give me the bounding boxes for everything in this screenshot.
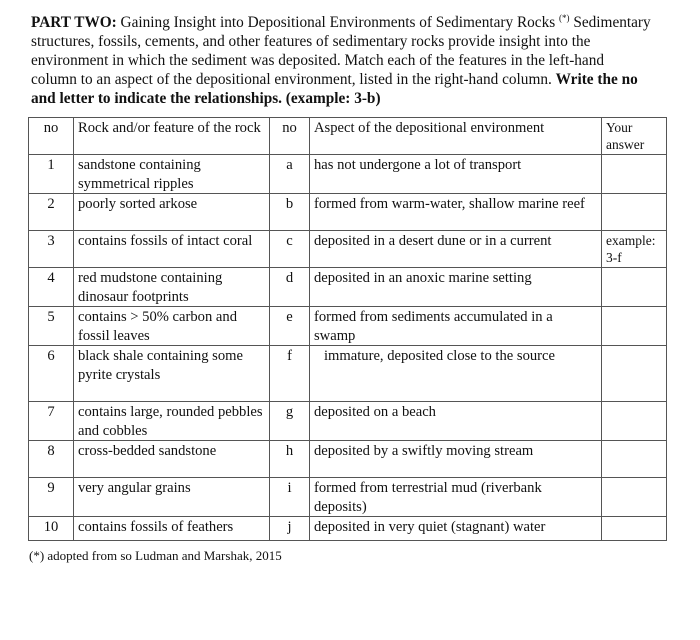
feature-text: sandstone containing symmetrical ripples bbox=[74, 155, 270, 194]
feature-text: black shale containing some pyrite crystals bbox=[74, 346, 270, 402]
feature-text: contains fossils of feathers bbox=[74, 517, 270, 541]
feature-text: contains large, rounded pebbles and cobbles bbox=[74, 402, 270, 441]
feature-number: 4 bbox=[29, 268, 74, 307]
aspect-text: formed from warm-water, shallow marine reef bbox=[310, 194, 602, 231]
header-answer: Your answer bbox=[602, 118, 667, 155]
feature-text: contains fossils of intact coral bbox=[74, 231, 270, 268]
table-row bbox=[29, 441, 667, 478]
feature-number: 3 bbox=[29, 231, 74, 268]
part-title: PART TWO: bbox=[31, 14, 117, 32]
header-aspect: Aspect of the depositional environment bbox=[310, 118, 602, 155]
aspect-letter: h bbox=[270, 441, 310, 478]
aspect-text: deposited in a desert dune or in a current bbox=[310, 231, 602, 268]
answer-cell[interactable] bbox=[602, 268, 667, 307]
table-row bbox=[29, 402, 667, 441]
table-row bbox=[29, 231, 667, 268]
feature-number: 1 bbox=[29, 155, 74, 194]
feature-text: contains > 50% carbon and fossil leaves bbox=[74, 307, 270, 346]
aspect-letter: i bbox=[270, 478, 310, 517]
feature-number: 5 bbox=[29, 307, 74, 346]
answer-cell[interactable] bbox=[602, 194, 667, 231]
footnote: (*) adopted from so Ludman and Marshak, 2015 bbox=[29, 548, 282, 563]
table-row bbox=[29, 478, 667, 517]
table-header-row bbox=[29, 118, 667, 155]
answer-cell[interactable]: example: 3-f bbox=[602, 231, 667, 268]
aspect-letter: a bbox=[270, 155, 310, 194]
table-row bbox=[29, 346, 667, 402]
feature-number: 9 bbox=[29, 478, 74, 517]
aspect-text: deposited in an anoxic marine setting bbox=[310, 268, 602, 307]
feature-number: 10 bbox=[29, 517, 74, 541]
aspect-letter: c bbox=[270, 231, 310, 268]
answer-cell[interactable] bbox=[602, 517, 667, 541]
feature-text: poorly sorted arkose bbox=[74, 194, 270, 231]
feature-number: 7 bbox=[29, 402, 74, 441]
aspect-letter: j bbox=[270, 517, 310, 541]
feature-text: cross-bedded sandstone bbox=[74, 441, 270, 478]
instructions-task: Write the no and letter to indicate the relationships. (example: 3-b) bbox=[31, 71, 638, 108]
feature-number: 2 bbox=[29, 194, 74, 231]
aspect-letter: b bbox=[270, 194, 310, 231]
table-row bbox=[29, 307, 667, 346]
table-row bbox=[29, 155, 667, 194]
matching-table bbox=[28, 117, 667, 541]
aspect-text: formed from terrestrial mud (riverbank deposits) bbox=[310, 478, 602, 517]
aspect-letter: d bbox=[270, 268, 310, 307]
feature-text: very angular grains bbox=[74, 478, 270, 517]
feature-text: red mudstone containing dinosaur footprints bbox=[74, 268, 270, 307]
feature-number: 6 bbox=[29, 346, 74, 402]
part-subtitle: Gaining Insight into Depositional Environments of Sedimentary Rocks bbox=[116, 14, 556, 32]
header-feature-no: no bbox=[29, 118, 74, 155]
aspect-letter: e bbox=[270, 307, 310, 346]
aspect-text: immature, deposited close to the source bbox=[310, 346, 602, 402]
answer-cell[interactable] bbox=[602, 402, 667, 441]
instructions-paragraph bbox=[31, 9, 651, 108]
aspect-text: formed from sediments accumulated in a swamp bbox=[310, 307, 602, 346]
answer-cell[interactable] bbox=[602, 346, 667, 402]
aspect-letter: g bbox=[270, 402, 310, 441]
instructions-body: Sedimentary structures, fossils, cements, and other features of sedimentary rocks provide insight into the environment in which the sediment was deposited. Match each of the features in the left-hand column to an aspect of the depositional environment, listed in the right-hand column. bbox=[31, 14, 651, 89]
header-letter: no bbox=[270, 118, 310, 155]
header-feature: Rock and/or feature of the rock bbox=[74, 118, 270, 155]
answer-cell[interactable] bbox=[602, 155, 667, 194]
footnote-marker: (*) bbox=[559, 13, 570, 23]
answer-cell[interactable] bbox=[602, 307, 667, 346]
answer-cell[interactable] bbox=[602, 478, 667, 517]
feature-number: 8 bbox=[29, 441, 74, 478]
aspect-text: deposited on a beach bbox=[310, 402, 602, 441]
table-row bbox=[29, 194, 667, 231]
table-row bbox=[29, 517, 667, 541]
answer-cell[interactable] bbox=[602, 441, 667, 478]
aspect-text: deposited in very quiet (stagnant) water bbox=[310, 517, 602, 541]
aspect-letter: f bbox=[270, 346, 310, 402]
table-row bbox=[29, 268, 667, 307]
aspect-text: has not undergone a lot of transport bbox=[310, 155, 602, 194]
aspect-text: deposited by a swiftly moving stream bbox=[310, 441, 602, 478]
